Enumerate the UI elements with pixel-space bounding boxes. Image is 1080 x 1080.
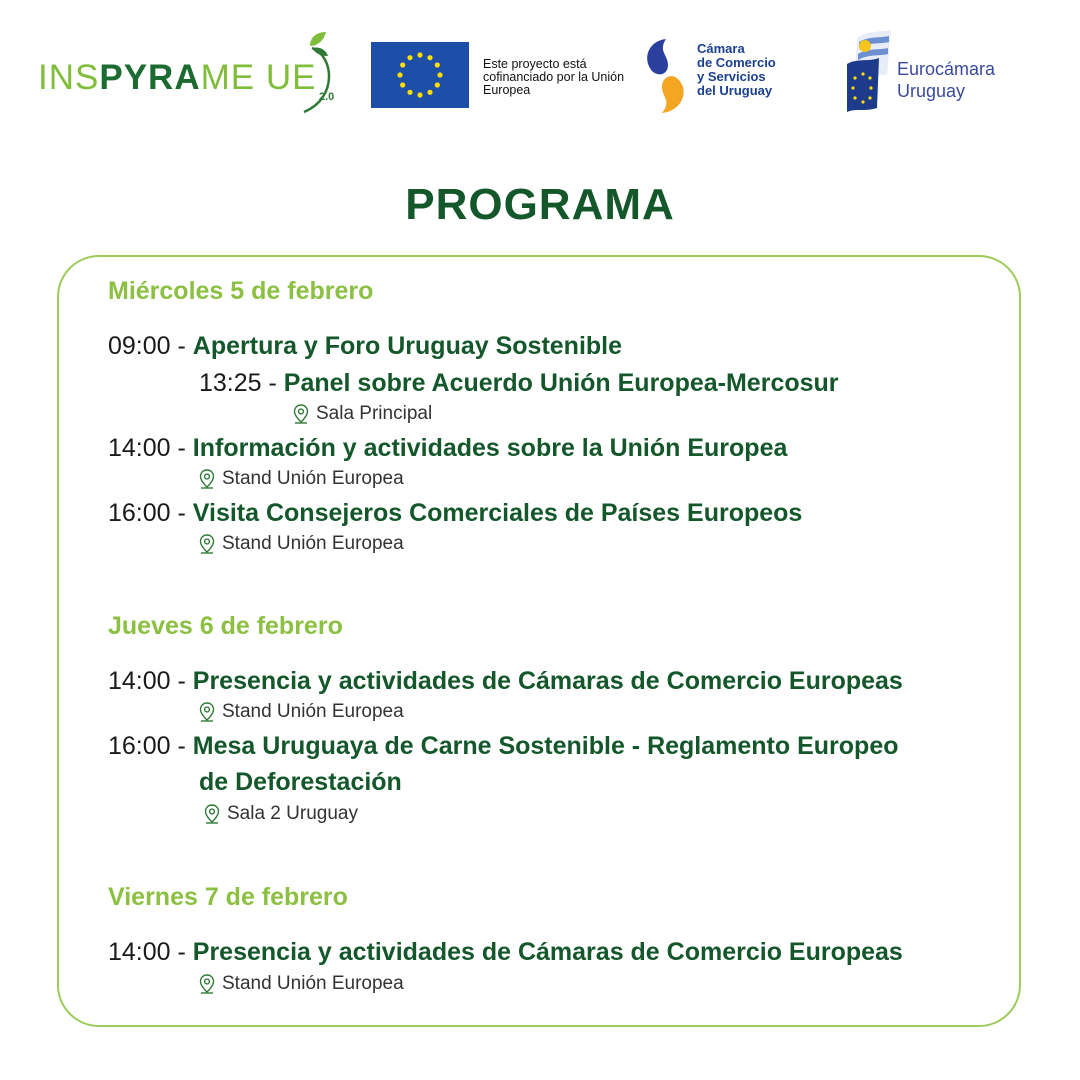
camara-line: Cámara [697,41,745,56]
map-pin-icon [201,803,223,825]
eu-star [407,55,412,60]
eu-star [427,90,432,95]
item-time: 13:25 [199,369,262,397]
item-title: Mesa Uruguaya de Carne Sostenible - Reglamento Europeo [192,732,899,760]
item-time: 14:00 [108,434,171,462]
location-label: Stand Unión Europea [222,468,404,489]
day-heading: Jueves 6 de febrero [108,612,343,640]
schedule-item [108,934,903,970]
inspyrame-wordmark [38,58,316,98]
item-separator: - [170,434,193,462]
schedule-item [108,728,899,764]
item-location [290,403,432,425]
item-time: 16:00 [108,732,171,760]
eurocamara-flag-icon [843,28,893,114]
inspyrame-version: 2.0 [319,91,335,103]
eu-star [437,72,442,77]
eu-star [435,62,440,67]
item-separator: - [170,938,193,966]
eu-star [400,82,405,87]
item-title: Información y actividades sobre la Unión Europea [192,434,788,462]
item-location [196,468,404,490]
item-separator: - [261,369,284,397]
eurocamara-text [897,58,1027,102]
item-title: Panel sobre Acuerdo Unión Europea-Mercosur [283,369,839,397]
item-title-continuation: de Deforestación [199,768,402,796]
item-location [196,973,404,995]
eu-star [417,92,422,97]
camara-text [697,42,807,98]
eu-star [397,72,402,77]
schedule-item [108,328,622,364]
insp-part: INS [38,58,100,97]
euro-line: Uruguay [897,81,966,101]
item-title: Apertura y Foro Uruguay Sostenible [192,332,623,360]
location-label: Stand Unión Europea [222,701,404,722]
map-pin-icon [290,403,312,425]
item-separator: - [170,332,193,360]
map-pin-icon [196,701,218,723]
page-title: PROGRAMA [405,180,675,229]
location-label: Sala Principal [316,403,433,424]
camara-line: de Comercio [697,55,776,70]
item-location [196,701,404,723]
location-label: Stand Unión Europea [222,973,404,994]
schedule-item [199,365,839,401]
eu-star [400,62,405,67]
location-label: Stand Unión Europea [222,533,404,554]
location-label: Sala 2 Uruguay [227,803,358,824]
map-pin-icon [196,533,218,555]
schedule-item [108,663,903,699]
item-separator: - [170,732,193,760]
camara-line: del Uruguay [697,83,773,98]
item-time: 16:00 [108,499,171,527]
item-time: 09:00 [108,332,171,360]
item-title: Presencia y actividades de Cámaras de Comercio Europeas [192,938,903,966]
schedule-item [108,495,802,531]
insp-part: UE [255,58,317,97]
item-time: 14:00 [108,667,171,695]
leaf-arc-icon [282,28,338,118]
schedule-item [108,430,787,466]
insp-part: PYRA [99,58,201,97]
camara-line: y Servicios [697,69,766,84]
camara-logo-icon [638,35,694,117]
euro-line: Eurocámara [897,59,996,79]
eu-star [435,82,440,87]
item-title: Presencia y actividades de Cámaras de Comercio Europeas [192,667,903,695]
item-separator: - [170,499,193,527]
item-separator: - [170,667,193,695]
insp-part: ME [200,58,256,97]
item-time: 14:00 [108,938,171,966]
item-location [201,803,358,825]
eu-cofinancing-text: Este proyecto está cofinanciado por la Unión Europea [483,57,625,97]
header-logos [0,0,1080,150]
eu-star [417,52,422,57]
item-location [196,533,404,555]
item-title: Visita Consejeros Comerciales de Países Europeos [192,499,803,527]
eu-star [407,90,412,95]
inspyrame-logo [38,28,338,118]
map-pin-icon [196,973,218,995]
eu-flag-icon [371,42,469,108]
eu-star [427,55,432,60]
day-heading: Miércoles 5 de febrero [108,277,374,305]
map-pin-icon [196,468,218,490]
day-heading: Viernes 7 de febrero [108,883,348,911]
